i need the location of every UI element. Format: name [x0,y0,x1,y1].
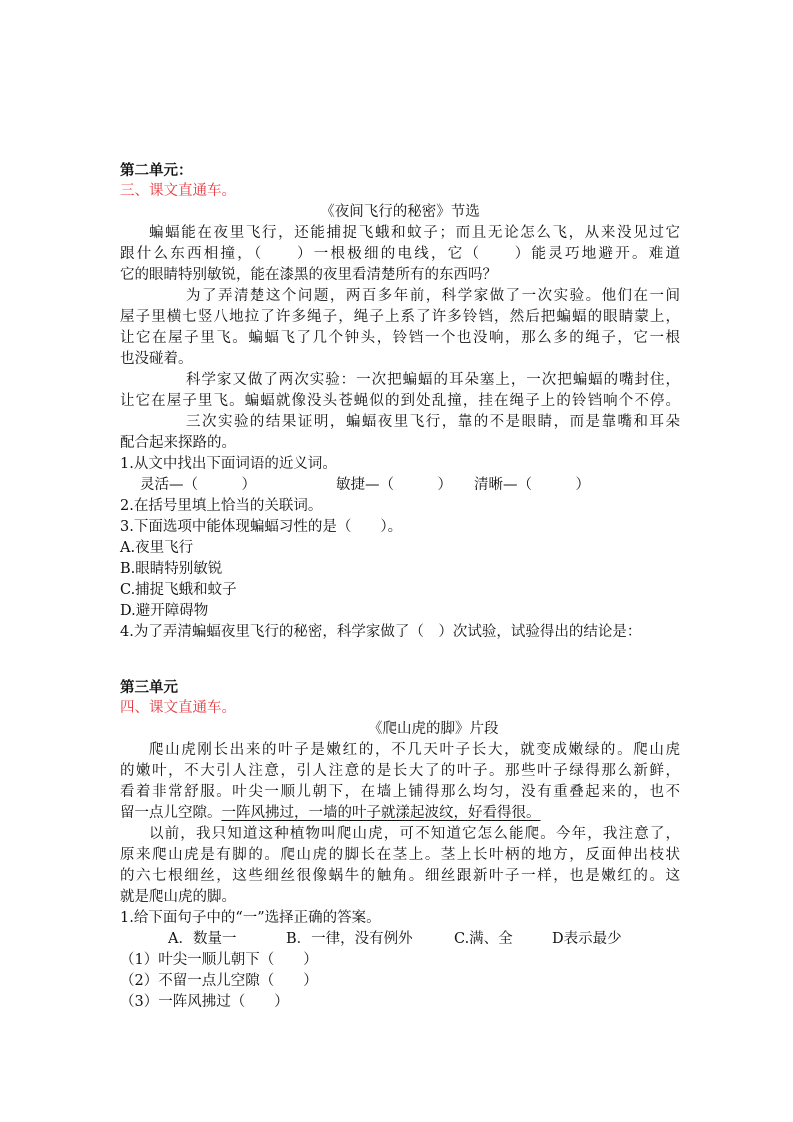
unit2-question-1: 1.从文中找出下面词语的近义词。 [120,456,337,472]
unit2-p2-line: 屋子里横七竖八地拉了许多绳子，绳子上系了许多铃铛，然后把蝙蝠的眼睛蒙上， [120,309,680,325]
unit2-heading: 第二单元： [120,162,193,179]
option-c: C.满、全 [454,931,513,947]
unit2-p3-line: 让它在屋子里飞。蝙蝠就像没头苍蝇似的到处乱撞，挂在绳子上的铃铛响个不停。 [120,393,680,409]
unit3-q1-item-2: （2）不留一点儿空隙（ ） [120,973,318,989]
unit3-p1-line: 的嫩叶，不大引人注意，引人注意的是长大了的叶子。那些叶子绿得那么新鲜， [120,763,680,779]
unit2-question-2: 2.在括号里填上恰当的关联词。 [120,498,323,514]
unit3-question-1: 1.给下面句子中的“一”选择正确的答案。 [120,910,381,926]
unit2-p1-line: 它的眼睛特别敏锐，能在漆黑的夜里看清楚所有的东西吗？ [120,267,497,283]
unit3-section-title: 四、课文直通车。 [120,700,236,716]
unit2-p3-line: 科学家又做了两次实验：一次把蝙蝠的耳朵塞上，一次把蝙蝠的嘴封住， [186,372,680,388]
q1-item-qingxi: 清晰—（ ） [474,477,590,493]
underlined-sentence: 一阵风拂过，一墙的叶子就漾起波纹，好看得很。 [221,805,541,821]
unit2-q3-option-c: C.捕捉飞蛾和蚊子 [120,582,237,598]
q1-item-minjie: 敏捷—（ ） [336,477,452,493]
unit3-q1-options [120,929,680,950]
unit2-p1-line: 跟什么东西相撞，（ ）一根极细的电线，它（ ）能灵巧地避开。难道 [120,246,680,262]
document-page [120,160,680,1013]
unit2-q3-option-d: D.避开障碍物 [120,603,209,619]
unit2-passage-title: 《夜间飞行的秘密》节选 [320,204,480,220]
unit2-q3-option-a: A.夜里飞行 [120,540,194,556]
option-d: D表示最少 [552,931,622,947]
unit3-p1-line: 爬山虎刚长出来的叶子是嫩红的，不几天叶子长大，就变成嫩绿的。爬山虎 [149,742,680,758]
unit2-question-3: 3.下面选项中能体现蝙蝠习性的是（ ）。 [120,519,403,535]
unit3-p1-line [120,803,680,824]
unit3-q1-item-1: （1）叶尖一顺儿朝下（ ） [120,952,318,968]
unit2-p4-line: 三次实验的结果证明，蝙蝠夜里飞行，靠的不是眼睛，而是靠嘴和耳朵 [186,414,680,430]
unit3-q1-item-3: （3）一阵风拂过（ ） [120,994,289,1010]
unit3-passage-title: 《爬山虎的脚》片段 [368,721,499,737]
unit2-q3-option-b: B.眼睛特别敏锐 [120,561,223,577]
unit2-p2-line: 让它在屋子里飞。蝙蝠飞了几个钟头，铃铛一个也没响，那么多的绳子，它一根 [120,330,680,346]
unit3-p2-line: 就是爬山虎的脚。 [120,889,236,905]
unit2-p1-line: 蝙蝠能在夜里飞行，还能捕捉飞蛾和蚊子；而且无论怎么飞，从来没见过它 [149,225,680,241]
unit2-question-4: 4.为了弄清蝙蝠夜里飞行的秘密，科学家做了（ ）次试验，试验得出的结论是： [120,624,642,640]
q1-item-lingzhuo: 灵活—（ ） [140,477,256,493]
option-a: A．数量一 [168,931,237,947]
unit3-p2-line: 以前，我只知道这种植物叫爬山虎，可不知道它怎么能爬。今年，我注意了， [149,826,680,842]
unit3-p2-line: 的六七根细丝，这些细丝很像蜗牛的触角。细丝跟新叶子一样，也是嫩红的。这 [120,868,680,884]
unit3-p1-line: 看着非常舒服。叶尖一顺儿朝下，在墙上铺得那么均匀，没有重叠起来的，也不 [120,784,680,800]
unit2-p2-line: 也没碰着。 [120,351,193,367]
unit3-heading: 第三单元 [120,679,178,696]
unit2-p4-line: 配合起来探路的。 [120,435,236,451]
unit3-p1-line-start: 留一点儿空隙。 [120,805,222,821]
unit2-q1-items [120,475,680,496]
unit2-p2-line: 为了弄清楚这个问题，两百多年前，科学家做了一次实验。他们在一间 [186,288,680,304]
unit2-section-title: 三、课文直通车。 [120,183,236,199]
unit3-p2-line: 原来爬山虎是有脚的。爬山虎的脚长在茎上。茎上长叶柄的地方，反面伸出枝状 [120,847,680,863]
option-b: B．一律，没有例外 [286,931,413,947]
